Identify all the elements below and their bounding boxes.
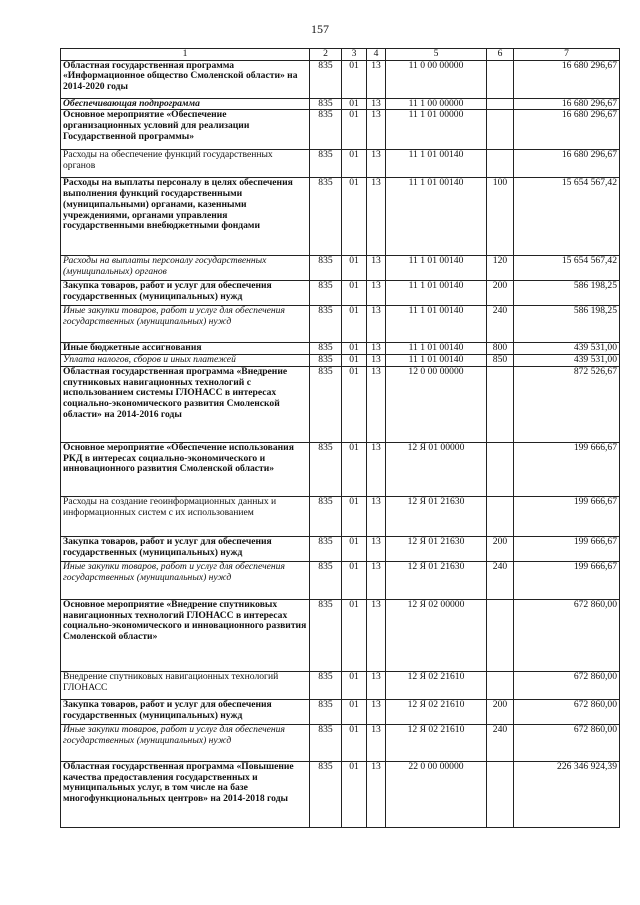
row-col6-cell: 800 [487, 343, 514, 355]
row-col2-cell: 835 [310, 599, 342, 671]
row-col6-cell: 200 [487, 699, 514, 724]
row-col7-cell: 226 346 924,39 [514, 761, 620, 827]
row-col4-cell: 13 [367, 761, 386, 827]
row-col7-cell: 672 860,00 [514, 671, 620, 699]
row-col2-cell: 835 [310, 110, 342, 150]
row-name-cell: Иные бюджетные ассигнования [61, 343, 310, 355]
row-name-cell: Областная государственная программа «Внедрение спутниковых навигационных технологий с использованием системы ГЛОНАСС в интересах социально-экономического развития Смоленской области» на 2014-2016 годы [61, 366, 310, 442]
table-row [61, 496, 620, 536]
row-col3-cell: 01 [342, 442, 367, 496]
column-header: 3 [342, 49, 367, 61]
row-col6-cell [487, 98, 514, 110]
row-col5-cell: 12 Я 01 00000 [386, 442, 487, 496]
row-col3-cell: 01 [342, 306, 367, 343]
row-col5-cell: 11 1 01 00140 [386, 281, 487, 306]
row-col4-cell: 13 [367, 110, 386, 150]
row-name-cell: Основное мероприятие «Обеспечение использования РКД в интересах социально-экономического и инновационного развития Смоленской области» [61, 442, 310, 496]
row-col5-cell: 12 Я 02 21610 [386, 724, 487, 761]
table-row [61, 110, 620, 150]
table-row [61, 761, 620, 827]
row-col5-cell: 11 1 01 00140 [386, 256, 487, 281]
page-number: 157 [311, 22, 329, 36]
row-col7-cell: 199 666,67 [514, 561, 620, 599]
row-col4-cell: 13 [367, 178, 386, 256]
row-col7-cell: 199 666,67 [514, 496, 620, 536]
row-col2-cell: 835 [310, 150, 342, 178]
row-col4-cell: 13 [367, 343, 386, 355]
row-name-cell: Закупка товаров, работ и услуг для обеспечения государственных (муниципальных) нужд [61, 699, 310, 724]
row-col6-cell: 120 [487, 256, 514, 281]
row-col2-cell: 835 [310, 442, 342, 496]
row-col4-cell: 13 [367, 536, 386, 561]
row-col6-cell: 850 [487, 355, 514, 367]
row-col2-cell: 835 [310, 355, 342, 367]
row-col2-cell: 835 [310, 671, 342, 699]
row-col4-cell: 13 [367, 599, 386, 671]
row-col6-cell [487, 110, 514, 150]
table-body [61, 60, 620, 827]
table-row [61, 98, 620, 110]
row-col5-cell: 12 Я 01 21630 [386, 536, 487, 561]
table-row [61, 671, 620, 699]
row-col3-cell: 01 [342, 671, 367, 699]
row-col3-cell: 01 [342, 366, 367, 442]
row-name-cell: Иные закупки товаров, работ и услуг для обеспечения государственных (муниципальных) нужд [61, 724, 310, 761]
row-col5-cell: 22 0 00 00000 [386, 761, 487, 827]
row-col4-cell: 13 [367, 256, 386, 281]
row-name-cell: Основное мероприятие «Внедрение спутниковых навигационных технологий ГЛОНАСС в интересах социально-экономического и инновационного развития Смоленской области» [61, 599, 310, 671]
row-col6-cell: 200 [487, 536, 514, 561]
row-col4-cell: 13 [367, 496, 386, 536]
table-row [61, 699, 620, 724]
row-col3-cell: 01 [342, 343, 367, 355]
row-name-cell: Основное мероприятие «Обеспечение организационных условий для реализации Государственной программы» [61, 110, 310, 150]
row-col3-cell: 01 [342, 496, 367, 536]
row-col3-cell: 01 [342, 761, 367, 827]
column-header: 7 [514, 49, 620, 61]
row-col5-cell: 12 Я 02 21610 [386, 699, 487, 724]
row-name-cell: Обеспечивающая подпрограмма [61, 98, 310, 110]
row-col5-cell: 11 1 01 00140 [386, 178, 487, 256]
row-col4-cell: 13 [367, 306, 386, 343]
row-col2-cell: 835 [310, 281, 342, 306]
row-col2-cell: 835 [310, 256, 342, 281]
row-col4-cell: 13 [367, 60, 386, 98]
row-col7-cell: 15 654 567,42 [514, 178, 620, 256]
row-col6-cell: 100 [487, 178, 514, 256]
row-col6-cell [487, 599, 514, 671]
row-col4-cell: 13 [367, 355, 386, 367]
row-col2-cell: 835 [310, 178, 342, 256]
row-col7-cell: 199 666,67 [514, 442, 620, 496]
column-header: 6 [487, 49, 514, 61]
budget-table [60, 48, 620, 828]
row-col6-cell: 240 [487, 561, 514, 599]
row-col3-cell: 01 [342, 98, 367, 110]
row-col5-cell: 12 0 00 00000 [386, 366, 487, 442]
row-name-cell: Внедрение спутниковых навигационных технологий ГЛОНАСС [61, 671, 310, 699]
row-col4-cell: 13 [367, 561, 386, 599]
row-col6-cell: 240 [487, 306, 514, 343]
row-col2-cell: 835 [310, 343, 342, 355]
row-col3-cell: 01 [342, 699, 367, 724]
row-col5-cell: 11 1 00 00000 [386, 98, 487, 110]
column-header: 4 [367, 49, 386, 61]
row-name-cell: Расходы на создание геоинформационных данных и информационных систем с их использованием [61, 496, 310, 536]
row-col5-cell: 11 0 00 00000 [386, 60, 487, 98]
row-col5-cell: 11 1 01 00140 [386, 355, 487, 367]
row-col2-cell: 835 [310, 366, 342, 442]
row-col6-cell [487, 496, 514, 536]
row-col6-cell [487, 761, 514, 827]
row-col4-cell: 13 [367, 366, 386, 442]
row-name-cell: Иные закупки товаров, работ и услуг для обеспечения государственных (муниципальных) нужд [61, 561, 310, 599]
row-col5-cell: 12 Я 02 00000 [386, 599, 487, 671]
row-col6-cell [487, 442, 514, 496]
table-row [61, 60, 620, 98]
table-row [61, 178, 620, 256]
row-col6-cell: 200 [487, 281, 514, 306]
table-row [61, 150, 620, 178]
row-col2-cell: 835 [310, 536, 342, 561]
row-col3-cell: 01 [342, 110, 367, 150]
table-row [61, 366, 620, 442]
row-col4-cell: 13 [367, 671, 386, 699]
row-col2-cell: 835 [310, 98, 342, 110]
table-row [61, 306, 620, 343]
row-col2-cell: 835 [310, 724, 342, 761]
row-col6-cell [487, 60, 514, 98]
row-col5-cell: 11 1 01 00140 [386, 343, 487, 355]
row-col3-cell: 01 [342, 355, 367, 367]
row-col7-cell: 672 860,00 [514, 699, 620, 724]
row-col7-cell: 16 680 296,67 [514, 98, 620, 110]
table-header-row [61, 49, 620, 61]
row-name-cell: Расходы на обеспечение функций государственных органов [61, 150, 310, 178]
row-col5-cell: 11 1 01 00000 [386, 110, 487, 150]
row-col7-cell: 672 860,00 [514, 724, 620, 761]
table-row [61, 281, 620, 306]
row-col6-cell [487, 366, 514, 442]
row-col2-cell: 835 [310, 761, 342, 827]
row-col7-cell: 15 654 567,42 [514, 256, 620, 281]
table-row [61, 256, 620, 281]
row-col7-cell: 439 531,00 [514, 355, 620, 367]
row-name-cell: Областная государственная программа «Повышение качества предоставления государственных и муниципальных услуг, в том числе на базе многофункциональных центров» на 2014-2018 годы [61, 761, 310, 827]
row-col5-cell: 11 1 01 00140 [386, 150, 487, 178]
row-col7-cell: 672 860,00 [514, 599, 620, 671]
column-header: 2 [310, 49, 342, 61]
row-col3-cell: 01 [342, 281, 367, 306]
row-col2-cell: 835 [310, 496, 342, 536]
row-col7-cell: 16 680 296,67 [514, 150, 620, 178]
table-row [61, 724, 620, 761]
table-row [61, 536, 620, 561]
row-col6-cell: 240 [487, 724, 514, 761]
row-col3-cell: 01 [342, 724, 367, 761]
row-name-cell: Закупка товаров, работ и услуг для обеспечения государственных (муниципальных) нужд [61, 536, 310, 561]
table-row [61, 561, 620, 599]
row-col4-cell: 13 [367, 724, 386, 761]
row-col2-cell: 835 [310, 561, 342, 599]
row-col3-cell: 01 [342, 599, 367, 671]
row-col7-cell: 16 680 296,67 [514, 110, 620, 150]
row-col2-cell: 835 [310, 306, 342, 343]
row-col4-cell: 13 [367, 98, 386, 110]
row-col6-cell [487, 671, 514, 699]
row-col6-cell [487, 150, 514, 178]
row-name-cell: Иные закупки товаров, работ и услуг для обеспечения государственных (муниципальных) нужд [61, 306, 310, 343]
row-col3-cell: 01 [342, 150, 367, 178]
table-row [61, 442, 620, 496]
column-header: 1 [61, 49, 310, 61]
row-col4-cell: 13 [367, 699, 386, 724]
table-row [61, 343, 620, 355]
row-col4-cell: 13 [367, 442, 386, 496]
table-row [61, 599, 620, 671]
row-col7-cell: 586 198,25 [514, 306, 620, 343]
row-name-cell: Закупка товаров, работ и услуг для обеспечения государственных (муниципальных) нужд [61, 281, 310, 306]
row-col3-cell: 01 [342, 536, 367, 561]
row-col5-cell: 12 Я 02 21610 [386, 671, 487, 699]
row-col3-cell: 01 [342, 178, 367, 256]
row-name-cell: Расходы на выплаты персоналу в целях обеспечения выполнения функций государственными (муниципальными) органами, казенными учреждениями, органами управления государственными внебюджетными фондами [61, 178, 310, 256]
row-col4-cell: 13 [367, 281, 386, 306]
row-name-cell: Расходы на выплаты персоналу государственных (муниципальных) органов [61, 256, 310, 281]
row-col5-cell: 12 Я 01 21630 [386, 561, 487, 599]
table-row [61, 355, 620, 367]
row-col5-cell: 11 1 01 00140 [386, 306, 487, 343]
row-col2-cell: 835 [310, 60, 342, 98]
row-col5-cell: 12 Я 01 21630 [386, 496, 487, 536]
row-col7-cell: 872 526,67 [514, 366, 620, 442]
row-name-cell: Уплата налогов, сборов и иных платежей [61, 355, 310, 367]
row-col7-cell: 439 531,00 [514, 343, 620, 355]
row-col2-cell: 835 [310, 699, 342, 724]
row-col3-cell: 01 [342, 60, 367, 98]
row-col3-cell: 01 [342, 256, 367, 281]
row-col7-cell: 586 198,25 [514, 281, 620, 306]
row-col4-cell: 13 [367, 150, 386, 178]
row-name-cell: Областная государственная программа «Информационное общество Смоленской области» на 2014-2020 годы [61, 60, 310, 98]
row-col7-cell: 199 666,67 [514, 536, 620, 561]
column-header: 5 [386, 49, 487, 61]
row-col3-cell: 01 [342, 561, 367, 599]
row-col7-cell: 16 680 296,67 [514, 60, 620, 98]
